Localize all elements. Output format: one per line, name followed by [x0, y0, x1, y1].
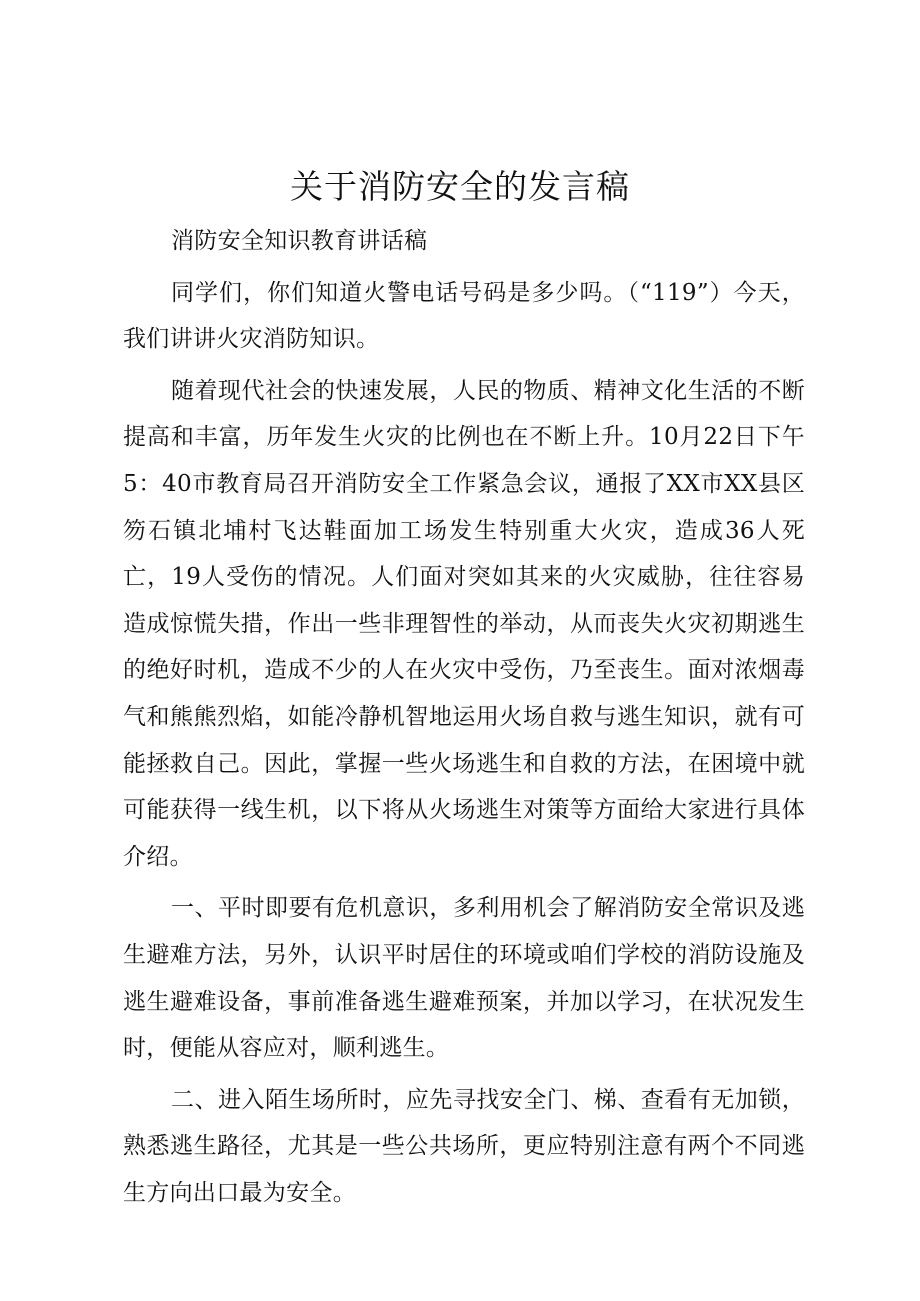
subtitle-paragraph: 消防安全知识教育讲话稿	[171, 228, 428, 254]
intro-paragraph: 同学们，你们知道火警电话号码是多少吗。（“119”）今天，我们讲讲火灾消防知识。	[123, 279, 805, 353]
point-one-paragraph: 一、平时即要有危机意识，多利用机会了解消防安全常识及逃生避难方法，另外，认识平时居住的环境或咱们学校的消防设施及逃生避难设备，事前准备逃生避难预案，并加以学习，在状况发生时，便能从容应对，顺利逃生。	[123, 895, 805, 1062]
document-body	[123, 218, 805, 1216]
document-title: 关于消防安全的发言稿	[290, 167, 630, 206]
point-two-paragraph: 二、进入陌生场所时，应先寻找安全门、梯、查看有无加锁，熟悉逃生路径，尤其是一些公共场所，更应特别注意有两个不同逃生方向出口最为安全。	[123, 1086, 805, 1206]
background-paragraph: 随着现代社会的快速发展，人民的物质、精神文化生活的不断提高和丰富，历年发生火灾的比例也在不断上升。10月22日下午5：40市教育局召开消防安全工作紧急会议，通报了XX市XX县区笏石镇北埔村飞达鞋面加工场发生特别重大火灾，造成36人死亡，19人受伤的情况。人们面对突如其来的火灾威胁，往往容易造成惊慌失措，作出一些非理智性的举动，从而丧失火灾初期逃生的绝好时机，造成不少的人在火灾中受伤，乃至丧生。面对浓烟毒气和熊熊烈焰，如能冷静机智地运用火场自救与逃生知识，就有可能拯救自己。因此，掌握一些火场逃生和自救的方法，在困境中就可能获得一线生机，以下将从火场逃生对策等方面给大家进行具体介绍。	[123, 377, 805, 870]
